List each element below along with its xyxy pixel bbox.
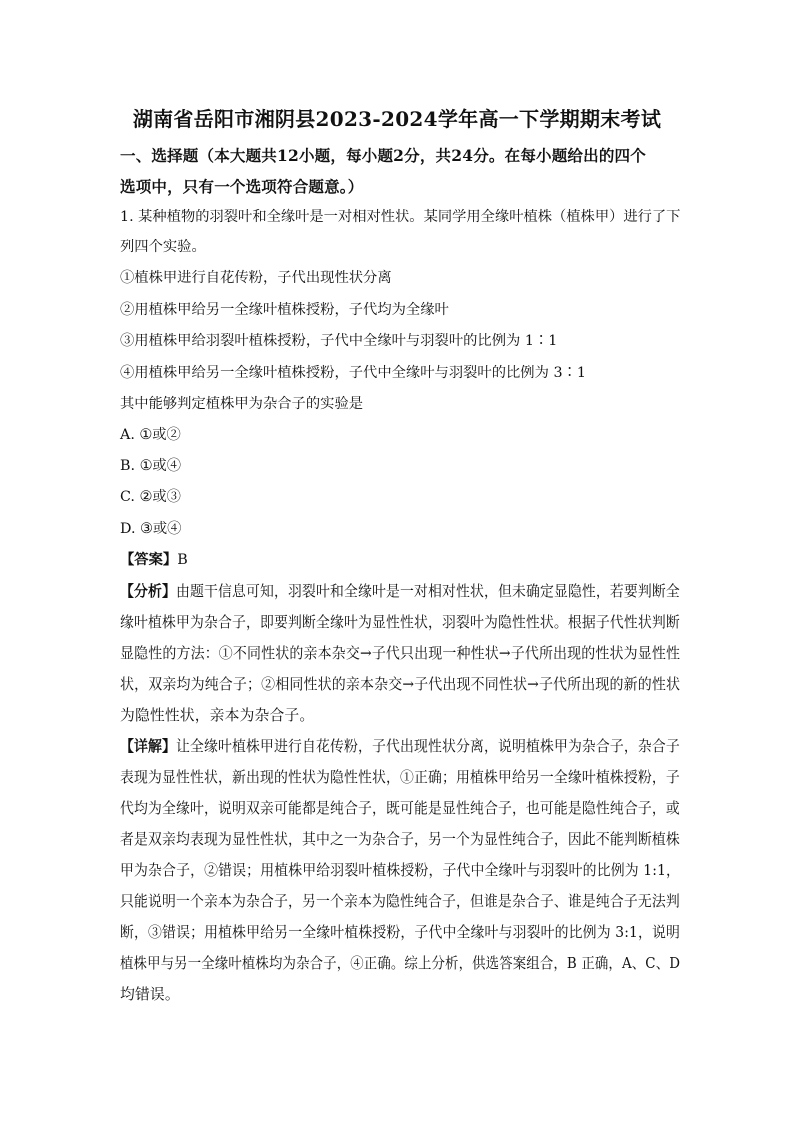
answer-line [120, 549, 188, 569]
analysis-line: 显隐性的方法：①不同性状的亲本杂交→子代只出现一种性状→子代所出现的性状为显性性 [120, 645, 681, 662]
detail-line: 代均为全缘叶，说明双亲可能都是纯合子，既可能是显性纯合子，也可能是隐性纯合子，或 [120, 800, 680, 817]
analysis-line: 缘叶植株甲为杂合子，即要判断全缘叶为显性性状，羽裂叶为隐性性状。根据子代性状判断 [120, 614, 680, 631]
answer-value: B [177, 552, 188, 568]
detail-line [120, 735, 680, 756]
analysis-line [120, 580, 680, 601]
exam-title: 湖南省岳阳市湘阴县2023-2024学年高一下学期期末考试 [132, 107, 662, 131]
section-heading-line1: 一、选择题（本大题共12小题，每小题2分，共24分。在每小题给出的四个 [120, 146, 646, 165]
detail-line: 断，③错误；用植株甲给另一全缘叶植株授粉，子代中全缘叶与羽裂叶的比例为 3:1，说明 [120, 924, 681, 941]
detail-line: 者是双亲均表现为显性性状，其中之一为杂合子，另一个为显性纯合子，因此不能判断植株 [120, 831, 680, 848]
section-heading-line2: 选项中，只有一个选项符合题意。） [120, 177, 364, 196]
experiment-4: ④用植株甲给另一全缘叶植株授粉，子代中全缘叶与羽裂叶的比例为 3∶1 [120, 365, 586, 381]
detail-line: 植株甲与另一全缘叶植株均为杂合子，④正确。综上分析，供选答案组合，B 正确，A、C、D [120, 955, 681, 972]
experiment-2: ②用植株甲给另一全缘叶植株授粉，子代均为全缘叶 [120, 302, 449, 318]
experiment-3: ③用植株甲给羽裂叶植株授粉，子代中全缘叶与羽裂叶的比例为 1∶1 [120, 333, 558, 349]
option-c: C. ②或③ [120, 489, 181, 505]
option-d: D. ③或④ [120, 521, 182, 537]
detail-label: 【详解】 [120, 738, 176, 755]
detail-line: 表现为显性性状，新出现的性状为隐性性状，①正确；用植株甲给另一全缘叶植株授粉，子 [120, 769, 680, 786]
question-stem-line2: 列四个实验。 [120, 239, 206, 255]
detail-line: 甲为杂合子，②错误；用植株甲给羽裂叶植株授粉，子代中全缘叶与羽裂叶的比例为 1:1， [120, 862, 681, 879]
analysis-text: 由题干信息可知，羽裂叶和全缘叶是一对相对性状，但未确定显隐性，若要判断全 [175, 583, 680, 600]
detail-text: 让全缘叶植株甲进行自花传粉，子代出现性状分离，说明植株甲为杂合子，杂合子 [175, 738, 680, 755]
analysis-label: 【分析】 [120, 583, 176, 600]
answer-label: 【答案】 [120, 552, 178, 568]
experiment-1: ①植株甲进行自花传粉，子代出现性状分离 [120, 270, 392, 286]
detail-line: 只能说明一个亲本为杂合子，另一个亲本为隐性纯合子，但谁是杂合子、谁是纯合子无法判 [120, 893, 680, 910]
analysis-line: 状，双亲均为纯合子；②相同性状的亲本杂交→子代出现不同性状→子代所出现的新的性状 [120, 676, 681, 693]
detail-line: 均错误。 [120, 986, 180, 1003]
option-a: A. ①或② [120, 427, 181, 443]
analysis-line: 为隐性性状，亲本为杂合子。 [120, 707, 315, 724]
question-stem-line1: 1. 某种植物的羽裂叶和全缘叶是一对相对性状。某同学用全缘叶植株（植株甲）进行了下 [120, 209, 681, 225]
option-b: B. ①或④ [120, 458, 182, 474]
question-ask: 其中能够判定植株甲为杂合子的实验是 [120, 396, 364, 412]
